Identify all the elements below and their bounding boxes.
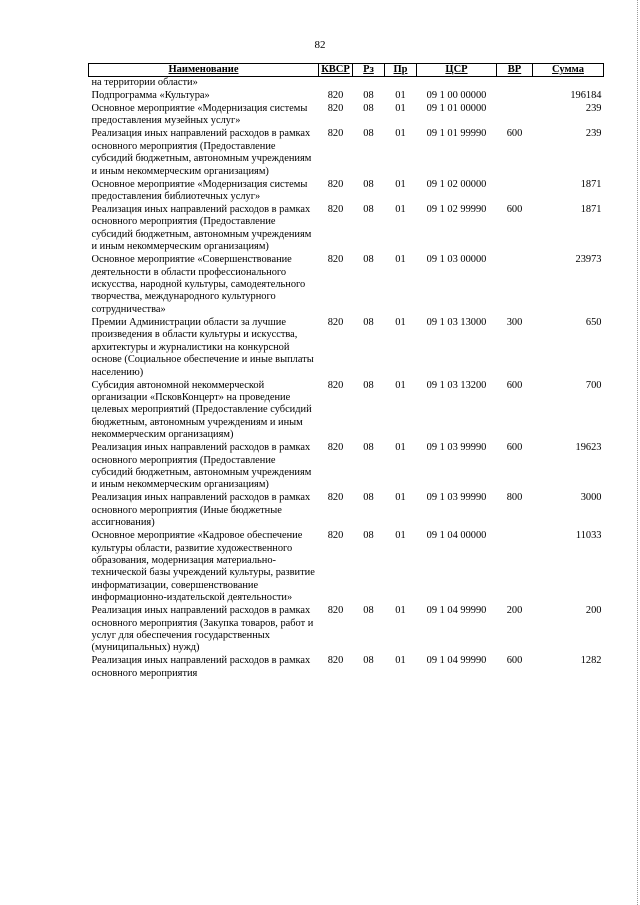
cell-sum: 11033 [575, 530, 602, 542]
cell-csr: 09 1 01 99990 [426, 128, 487, 140]
cell-vr: 600 [506, 442, 523, 454]
cell-pr: 01 [395, 492, 406, 504]
table-body [89, 77, 604, 681]
cell-name: Реализация иных направлений расходов в рамках основного мероприятия (Закупка товаров, работ и услуг для обеспечения государственных (муниципальных) нужд) [91, 605, 314, 654]
cell-vr: 600 [506, 204, 523, 216]
cell-kvsr: 820 [327, 204, 344, 216]
cell-vr [497, 254, 533, 317]
cell-kvsr: 820 [327, 254, 344, 266]
cell-csr: 09 1 01 00000 [426, 103, 487, 114]
cell-vr [497, 530, 533, 605]
cell-sum: 19623 [575, 442, 602, 454]
cell-rz: 08 [363, 605, 374, 617]
cell-sum [533, 77, 604, 91]
cell-pr: 01 [395, 128, 406, 140]
cell-sum: 1282 [580, 655, 602, 667]
table-row [89, 380, 604, 443]
cell-kvsr: 820 [327, 492, 344, 504]
cell-csr: 09 1 02 00000 [426, 178, 487, 190]
table-header [89, 64, 604, 77]
cell-sum: 1871 [580, 204, 602, 216]
header-kvsr: КВСР [319, 64, 353, 77]
cell-sum: 650 [585, 316, 602, 328]
header-pr: Пр [385, 64, 417, 77]
cell-pr [385, 77, 417, 91]
cell-csr [417, 77, 497, 91]
table-row [89, 317, 604, 380]
cell-csr: 09 1 02 99990 [426, 204, 487, 216]
cell-vr [497, 90, 533, 103]
cell-name: Премии Администрации области за лучшие произведения в области культуры и искусства, архитектуры и журналистики на конкурсной основе (Социальное обеспечение и иные выплаты населению) [91, 316, 314, 378]
cell-name: Реализация иных направлений расходов в рамках основного мероприятия (Иные бюджетные ассигнования) [91, 492, 311, 529]
table-row [89, 77, 604, 91]
cell-sum: 239 [585, 103, 602, 114]
table-row [89, 530, 604, 605]
scan-edge-line [636, 0, 638, 905]
header-vr: ВР [497, 64, 533, 77]
table-row [89, 655, 604, 680]
cell-rz: 08 [363, 379, 374, 391]
cell-sum: 1871 [580, 178, 602, 190]
cell-rz: 08 [363, 128, 374, 140]
cell-pr: 01 [395, 316, 406, 328]
cell-rz: 08 [363, 530, 374, 542]
cell-rz [353, 77, 385, 91]
table-row [89, 90, 604, 103]
table-row [89, 492, 604, 530]
cell-name: Реализация иных направлений расходов в рамках основного мероприятия (Предоставление субсидий бюджетным, автономным учреждениям и иным некоммерческим организациям) [91, 204, 312, 253]
cell-name: Реализация иных направлений расходов в рамках основного мероприятия [91, 655, 311, 679]
cell-vr: 300 [506, 316, 523, 328]
table-row [89, 103, 604, 128]
cell-pr: 01 [395, 103, 406, 114]
cell-name: Основное мероприятие «Совершенствование деятельности в области профессионального искусства, народной культуры, самодеятельного творчества, международного культурного сотрудничества» [91, 254, 306, 315]
cell-sum: 700 [585, 379, 602, 391]
cell-rz: 08 [363, 178, 374, 190]
cell-csr: 09 1 03 99990 [426, 492, 487, 504]
cell-kvsr: 820 [327, 442, 344, 454]
header-rz: Рз [353, 64, 385, 77]
cell-name: Реализация иных направлений расходов в рамках основного мероприятия (Предоставление субсидий бюджетным, автономным учреждениям и иным некоммерческим организациям) [91, 442, 312, 491]
cell-rz: 08 [363, 316, 374, 328]
cell-name: Субсидия автономной некоммерческой организации «ПсковКонцерт» на проведение целевых мероприятий (Предоставление субсидий бюджетным, автономным учреждениям и иным некоммерческим организациям) [91, 379, 312, 441]
cell-pr: 01 [395, 530, 406, 542]
cell-vr: 200 [506, 605, 523, 617]
cell-kvsr [319, 77, 353, 91]
cell-kvsr: 820 [327, 128, 344, 140]
cell-name: Основное мероприятие «Модернизация системы предоставления музейных услуг» [91, 103, 308, 127]
header-sum: Сумма [533, 64, 604, 77]
cell-vr: 600 [506, 379, 523, 391]
page-number: 82 [314, 39, 326, 51]
cell-pr: 01 [395, 442, 406, 454]
cell-kvsr: 820 [327, 655, 344, 667]
table-row [89, 179, 604, 204]
cell-csr: 09 1 00 00000 [426, 90, 487, 101]
cell-pr: 01 [395, 655, 406, 667]
cell-vr: 600 [506, 128, 523, 140]
cell-name: Подпрограмма «Культура» [91, 90, 210, 101]
cell-pr: 01 [395, 204, 406, 216]
cell-name: Основное мероприятие «Кадровое обеспечение культуры области, развитие художественного образования, модернизация материально-технической базы учреждений культуры, развитие информатизации, совершенствование информационно-издательской деятельности» [91, 530, 315, 604]
cell-kvsr: 820 [327, 379, 344, 391]
cell-kvsr: 820 [327, 605, 344, 617]
cell-rz: 08 [363, 492, 374, 504]
cell-rz: 08 [363, 90, 374, 101]
cell-vr: 600 [506, 655, 523, 667]
cell-name: Реализация иных направлений расходов в рамках основного мероприятия (Предоставление субсидий бюджетным, автономным учреждениям и иным некоммерческим организациям) [91, 128, 312, 177]
table-row [89, 254, 604, 317]
table-row [89, 128, 604, 178]
cell-sum: 3000 [580, 492, 602, 504]
cell-rz: 08 [363, 103, 374, 114]
table-row [89, 204, 604, 254]
cell-vr: 800 [506, 492, 523, 504]
cell-csr: 09 1 04 99990 [426, 655, 487, 667]
cell-vr [497, 179, 533, 204]
cell-rz: 08 [363, 254, 374, 266]
cell-csr: 09 1 03 13000 [426, 316, 487, 328]
cell-sum: 23973 [575, 254, 602, 266]
cell-pr: 01 [395, 379, 406, 391]
cell-kvsr: 820 [327, 530, 344, 542]
budget-table-container [88, 63, 608, 681]
cell-csr: 09 1 04 99990 [426, 605, 487, 617]
cell-name: на территории области» [91, 77, 198, 88]
cell-csr: 09 1 04 00000 [426, 530, 487, 542]
table-row [89, 442, 604, 492]
cell-kvsr: 820 [327, 178, 344, 190]
header-csr: ЦСР [417, 64, 497, 77]
cell-sum: 200 [585, 605, 602, 617]
cell-rz: 08 [363, 204, 374, 216]
budget-table [88, 63, 604, 681]
cell-vr [497, 77, 533, 91]
cell-csr: 09 1 03 13200 [426, 379, 487, 391]
cell-pr: 01 [395, 254, 406, 266]
table-row [89, 605, 604, 655]
cell-rz: 08 [363, 655, 374, 667]
header-name: Наименование [89, 64, 319, 77]
cell-kvsr: 820 [327, 103, 344, 114]
cell-pr: 01 [395, 90, 406, 101]
cell-sum: 239 [585, 128, 602, 140]
cell-csr: 09 1 03 00000 [426, 254, 487, 266]
cell-name: Основное мероприятие «Модернизация системы предоставления библиотечных услуг» [91, 178, 308, 203]
cell-kvsr: 820 [327, 316, 344, 328]
cell-pr: 01 [395, 178, 406, 190]
cell-csr: 09 1 03 99990 [426, 442, 487, 454]
cell-rz: 08 [363, 442, 374, 454]
cell-sum: 196184 [570, 90, 602, 101]
cell-vr [497, 103, 533, 128]
cell-kvsr: 820 [327, 90, 344, 101]
cell-pr: 01 [395, 605, 406, 617]
